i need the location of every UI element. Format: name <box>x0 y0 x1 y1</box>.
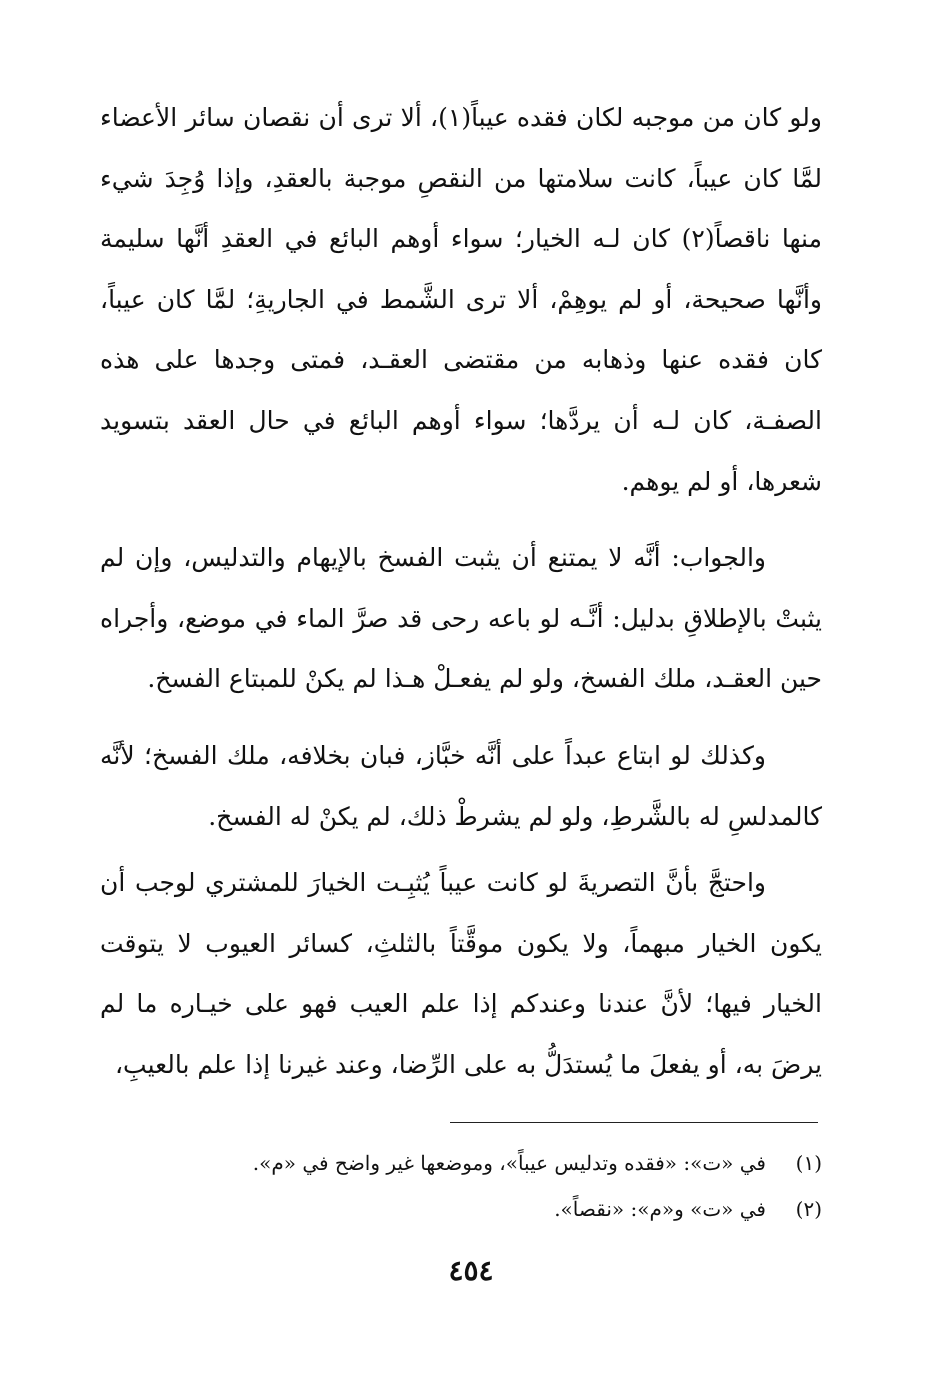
paragraph-4: واحتجَّ بأنَّ التصريةَ لو كانت عيباً يُثبِـت الخيارَ للمشتري لوجب أن يكون الخيار مبهماً، ولا يكون موقَّتاً بالثلثِ، كسائر العيوب لا يتوقت الخيار فيها؛ لأنَّ عندنا وعندكم إذا علم العيب فهو على خيـاره ما لم يرضَ به، أو يفعلَ ما يُستدَلُّ به على الرِّضا، وعند غيرنا إذا علم بالعيبِ، <box>100 868 822 1079</box>
footnote-text: في «ت» و«م»: «نقصاً». <box>554 1197 766 1221</box>
footnote-text: في «ت»: «فقده وتدليس عيباً»، وموضعها غير واضح في «م». <box>252 1151 766 1175</box>
footnote-number: (٢) <box>795 1197 822 1221</box>
paragraph-2: والجواب: أنَّه لا يمتنع أن يثبت الفسخ بالإيهام والتدليس، وإن لم يثبتْ بالإطلاقِ بدليل: أنَّـه لو باعه رحى قد صرَّ الماء في موضع، وأجراه حين العقـد، ملك الفسخ، ولو لم يفعـلْ هـذا لم يكنْ للمبتاع الفسخ. <box>100 543 822 694</box>
footnotes <box>100 1140 822 1232</box>
footnote-number: (١) <box>795 1151 822 1175</box>
footnote-2 <box>100 1186 822 1232</box>
page-number: ٤٥٤ <box>448 1254 494 1287</box>
paragraph-1: ولو كان من موجبه لكان فقده عيباً(١)، ألا ترى أن نقصان سائر الأعضاء لمَّا كان عيباً، كانت سلامتها من النقصِ موجبة بالعقدِ، وإذا وُجِدَ شيء منها ناقصاً(٢) كان لـه الخيار؛ سواء أوهم البائع في العقدِ أنَّها سليمة وأنَّها صحيحة، أو لم يوهِمْ، ألا ترى الشَّمط في الجاريةِ؛ لمَّا كان عيباً، كان فقده عنها وذهابه من مقتضى العقـد، فمتى وجدها على هذه الصفـة، كان لـه أن يردَّها؛ سواء أوهم البائع في حال العقد بتسويد شعرها، أو لم يوهم. <box>100 103 822 496</box>
paragraph-3: وكذلك لو ابتاع عبداً على أنَّه خبَّاز، فبان بخلافه، ملك الفسخ؛ لأنَّه كالمدلسِ له بالشَّرطِ، ولو لم يشرطْ ذلك، لم يكنْ له الفسخ. <box>100 740 822 831</box>
footnote-divider <box>450 1122 818 1123</box>
footnote-1 <box>100 1140 822 1186</box>
main-text <box>100 88 822 1096</box>
